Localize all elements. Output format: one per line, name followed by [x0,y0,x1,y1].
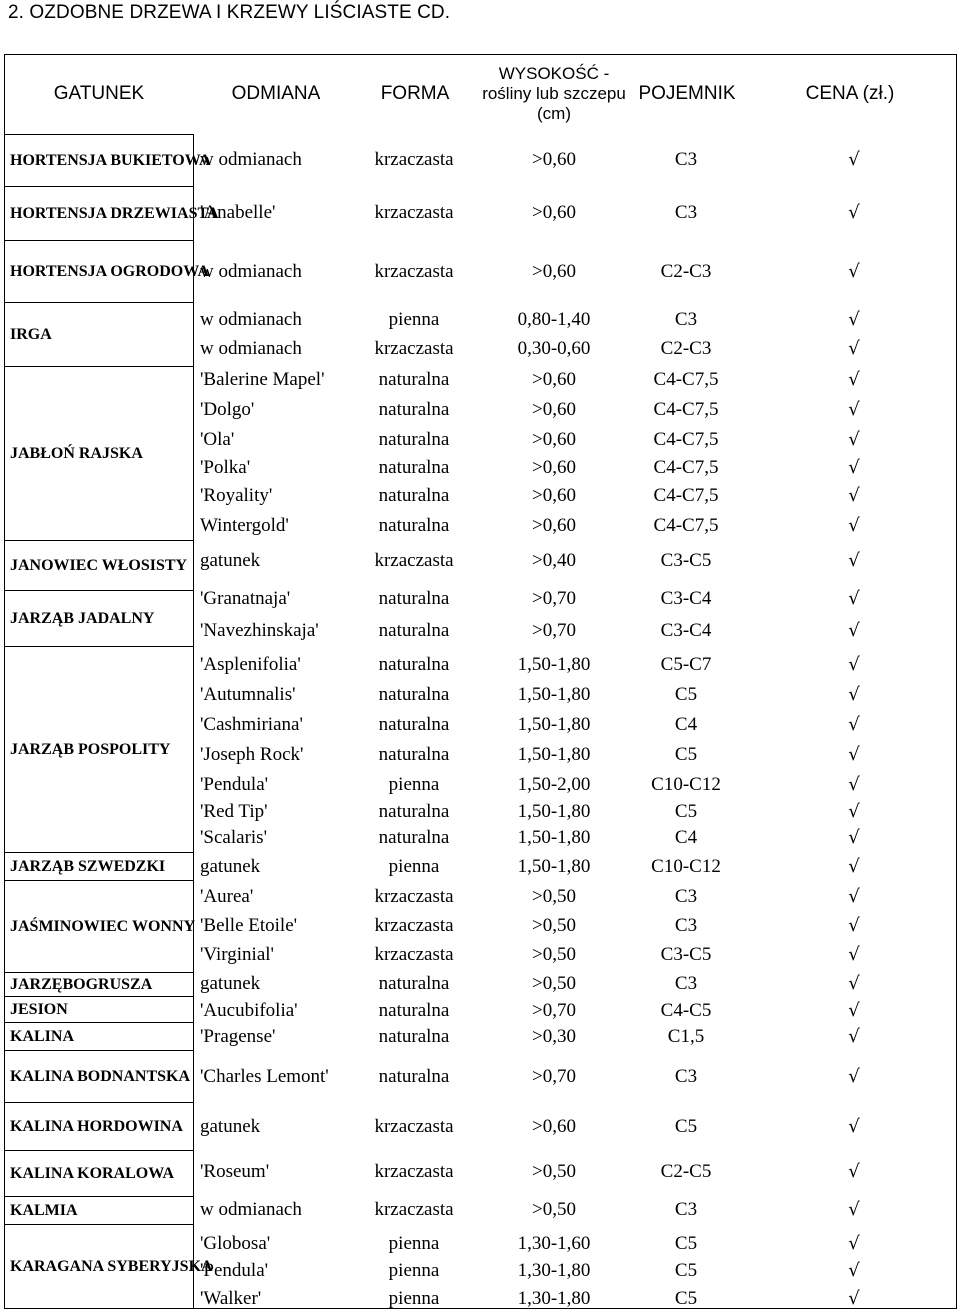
variety-cell: 'Dolgo' [200,399,255,420]
price-check-icon: √ [848,973,860,994]
container-cell: C3-C4 [660,620,712,641]
container-cell: C5 [674,744,698,765]
price-check-icon: √ [848,620,860,641]
species-name: JARZĄB JADALNY [10,609,155,627]
group-divider [4,302,194,303]
container-cell: C3 [674,973,698,994]
group-divider [4,1196,194,1197]
variety-cell: 'Virginial' [200,944,274,965]
container-cell: C1,5 [667,1026,705,1047]
container-cell: C3-C4 [660,588,712,609]
form-cell: pienna [388,856,440,877]
species-cell [10,240,210,302]
price-check-icon: √ [848,1066,860,1087]
group-divider [4,1050,194,1051]
form-cell: naturalna [378,485,450,506]
container-cell: C4-C7,5 [653,429,719,450]
container-cell: C5 [674,1116,698,1137]
price-check-icon: √ [848,1116,860,1137]
species-cell [10,972,190,996]
container-cell: C3 [674,149,698,170]
variety-cell: 'Charles Lemont' [200,1066,329,1087]
height-cell: >0,50 [532,886,576,907]
height-cell: 1,50-1,80 [517,684,591,705]
height-cell: >0,50 [532,1199,576,1220]
container-cell: C2-C3 [660,261,712,282]
form-cell: naturalna [378,654,450,675]
form-cell: pienna [388,1233,440,1254]
container-cell: C2-C5 [660,1161,712,1182]
container-cell: C5 [674,1233,698,1254]
height-cell: >0,30 [532,1026,576,1047]
header-gatunek: GATUNEK [53,83,145,104]
form-cell: naturalna [378,1000,450,1021]
species-name: HORTENSJA BUKIETOWA [10,151,211,169]
variety-cell: w odmianach [200,1199,302,1220]
species-name: HORTENSJA OGRODOWA [10,262,210,280]
group-divider [4,880,194,881]
variety-cell: 'Royality' [200,485,273,506]
form-cell: naturalna [378,1026,450,1047]
height-cell: >0,40 [532,550,576,571]
form-cell: pienna [388,1260,440,1281]
height-cell: >0,70 [532,588,576,609]
form-cell: naturalna [378,620,450,641]
price-check-icon: √ [848,714,860,735]
variety-cell: Wintergold' [200,515,289,536]
height-cell: 0,30-0,60 [517,338,591,359]
container-cell: C4 [674,827,698,848]
price-check-icon: √ [848,1161,860,1182]
price-check-icon: √ [848,399,860,420]
species-name: JAŚMINOWIEC WONNY [10,917,196,935]
price-check-icon: √ [848,338,860,359]
height-cell: >0,70 [532,620,576,641]
form-cell: pienna [388,309,440,330]
variety-cell: 'Polka' [200,457,251,478]
height-cell: 1,50-1,80 [517,827,591,848]
species-name: JABŁOŃ RAJSKA [10,444,143,462]
group-divider [4,1022,194,1023]
species-name: KALINA KORALOWA [10,1164,175,1182]
height-cell: 1,30-1,80 [517,1260,591,1281]
variety-cell: 'Aucubifolia' [200,1000,298,1021]
form-cell: naturalna [378,714,450,735]
container-cell: C4 [674,714,698,735]
height-cell: 1,30-1,60 [517,1233,591,1254]
height-cell: >0,70 [532,1000,576,1021]
container-cell: C5 [674,684,698,705]
price-check-icon: √ [848,856,860,877]
container-cell: C4-C7,5 [653,515,719,536]
form-cell: krzaczasta [374,149,454,170]
group-divider [4,1224,194,1225]
variety-cell: 'Granatnaja' [200,588,291,609]
price-check-icon: √ [848,485,860,506]
header-cena: CENA (zł.) [805,83,895,104]
container-cell: C10-C12 [651,774,721,795]
variety-cell: 'Joseph Rock' [200,744,304,765]
species-name: HORTENSJA DRZEWIASTA [10,204,219,222]
group-divider [4,1150,194,1151]
container-cell: C2-C3 [660,338,712,359]
price-check-icon: √ [848,457,860,478]
species-cell [10,302,190,366]
price-check-icon: √ [848,886,860,907]
species-name: KARAGANA SYBERYJSKA [10,1258,213,1275]
header-odmiana: ODMIANA [231,83,321,104]
variety-cell: 'Navezhinskaja' [200,620,319,641]
form-cell: pienna [388,774,440,795]
form-cell: krzaczasta [374,886,454,907]
container-cell: C4-C7,5 [653,457,719,478]
height-cell: 1,50-1,80 [517,801,591,822]
price-check-icon: √ [848,1260,860,1281]
header-divider [4,134,194,135]
form-cell: naturalna [378,801,450,822]
container-cell: C3-C5 [660,550,712,571]
form-cell: naturalna [378,457,450,478]
group-divider [4,366,194,367]
group-divider [4,590,194,591]
species-cell [10,590,190,646]
species-cell [10,1196,190,1224]
container-cell: C5-C7 [660,654,712,675]
form-cell: krzaczasta [374,1199,454,1220]
height-cell: >0,60 [532,457,576,478]
header-wysokosc: WYSOKOŚĆ - rośliny lub szczepu (cm) [482,64,626,123]
price-check-icon: √ [848,1288,860,1309]
container-cell: C5 [674,1288,698,1309]
form-cell: krzaczasta [374,1161,454,1182]
height-cell: 1,50-1,80 [517,856,591,877]
group-divider [4,540,194,541]
price-check-icon: √ [848,369,860,390]
species-name: JANOWIEC WŁOSISTY [10,556,188,574]
container-cell: C3-C5 [660,944,712,965]
price-check-icon: √ [848,744,860,765]
form-cell: naturalna [378,744,450,765]
container-cell: C4-C7,5 [653,485,719,506]
price-check-icon: √ [848,429,860,450]
variety-cell: 'Aurea' [200,886,254,907]
species-cell [10,852,190,880]
species-cell [10,1022,190,1050]
species-cell [10,1224,213,1309]
height-cell: >0,60 [532,202,576,223]
species-cell [10,366,190,540]
variety-cell: 'Pragense' [200,1026,276,1047]
height-cell: >0,60 [532,485,576,506]
height-cell: >0,60 [532,1116,576,1137]
price-check-icon: √ [848,1233,860,1254]
group-divider [4,646,194,647]
container-cell: C3 [674,202,698,223]
variety-cell: gatunek [200,550,261,571]
variety-cell: 'Ola' [200,429,235,450]
height-cell: 1,50-1,80 [517,744,591,765]
price-check-icon: √ [848,654,860,675]
container-cell: C10-C12 [651,856,721,877]
species-cell [10,1102,190,1150]
height-cell: >0,60 [532,515,576,536]
container-cell: C4-C5 [660,1000,712,1021]
species-cell [10,186,219,240]
species-cell [10,1050,190,1102]
price-check-icon: √ [848,261,860,282]
species-name: JESION [10,1000,68,1018]
species-name: JARZĘBOGRUSZA [10,975,153,993]
variety-cell: 'Pendula' [200,774,269,795]
variety-cell: 'Belle Etoile' [200,915,298,936]
variety-cell: 'Cashmiriana' [200,714,303,735]
variety-cell: 'Balerine Mapel' [200,369,325,390]
column-divider [193,134,194,1309]
container-cell: C3 [674,1066,698,1087]
form-cell: naturalna [378,399,450,420]
species-cell [10,540,190,590]
price-check-icon: √ [848,774,860,795]
form-cell: krzaczasta [374,1116,454,1137]
container-cell: C3 [674,1199,698,1220]
price-check-icon: √ [848,202,860,223]
form-cell: krzaczasta [374,202,454,223]
price-check-icon: √ [848,1199,860,1220]
price-check-icon: √ [848,309,860,330]
variety-cell: w odmianach [200,309,302,330]
price-check-icon: √ [848,1026,860,1047]
price-check-icon: √ [848,915,860,936]
height-cell: >0,50 [532,944,576,965]
height-cell: >0,70 [532,1066,576,1087]
form-cell: krzaczasta [374,944,454,965]
height-cell: >0,50 [532,915,576,936]
header-forma: FORMA [380,83,450,104]
variety-cell: 'Autumnalis' [200,684,296,705]
species-cell [10,996,190,1022]
group-divider [4,1102,194,1103]
header-pojemnik: POJEMNIK [638,83,736,104]
height-cell: >0,50 [532,1161,576,1182]
price-check-icon: √ [848,515,860,536]
group-divider [4,852,194,853]
height-cell: >0,60 [532,399,576,420]
section-title: 2. OZDOBNE DRZEWA I KRZEWY LIŚCIASTE CD. [8,2,451,23]
variety-cell: gatunek [200,973,261,994]
variety-cell: 'Scalaris' [200,827,267,848]
variety-cell: 'Walker' [200,1288,262,1309]
height-cell: 0,80-1,40 [517,309,591,330]
container-cell: C3 [674,915,698,936]
form-cell: naturalna [378,429,450,450]
price-check-icon: √ [848,944,860,965]
form-cell: naturalna [378,684,450,705]
price-check-icon: √ [848,588,860,609]
group-divider [4,240,194,241]
species-name: KALINA [10,1027,75,1045]
group-divider [4,996,194,997]
species-name: JARZĄB POSPOLITY [10,740,171,758]
variety-cell: gatunek [200,1116,261,1137]
species-name: IRGA [10,325,52,343]
form-cell: krzaczasta [374,915,454,936]
price-check-icon: √ [848,801,860,822]
variety-cell: 'Anabelle' [200,202,276,223]
group-divider [4,186,194,187]
variety-cell: w odmianach [200,338,302,359]
variety-cell: 'Globosa' [200,1233,271,1254]
container-cell: C5 [674,1260,698,1281]
height-cell: 1,30-1,80 [517,1288,591,1309]
height-cell: >0,60 [532,261,576,282]
form-cell: krzaczasta [374,338,454,359]
container-cell: C4-C7,5 [653,399,719,420]
container-cell: C5 [674,801,698,822]
variety-cell: w odmianach [200,261,302,282]
variety-cell: 'Roseum' [200,1161,270,1182]
species-cell [10,134,211,186]
species-cell [10,880,196,972]
form-cell: krzaczasta [374,261,454,282]
species-name: JARZĄB SZWEDZKI [10,857,166,875]
price-check-icon: √ [848,827,860,848]
price-check-icon: √ [848,684,860,705]
variety-cell: 'Asplenifolia' [200,654,301,675]
species-name: KALMIA [10,1201,78,1219]
container-cell: C3 [674,886,698,907]
form-cell: naturalna [378,369,450,390]
form-cell: naturalna [378,1066,450,1087]
container-cell: C4-C7,5 [653,369,719,390]
form-cell: pienna [388,1288,440,1309]
container-cell: C3 [674,309,698,330]
height-cell: 1,50-1,80 [517,654,591,675]
variety-cell: w odmianach [200,149,302,170]
height-cell: >0,60 [532,429,576,450]
form-cell: naturalna [378,588,450,609]
price-check-icon: √ [848,1000,860,1021]
form-cell: krzaczasta [374,550,454,571]
variety-cell: 'Pendula' [200,1260,269,1281]
price-check-icon: √ [848,149,860,170]
height-cell: >0,60 [532,369,576,390]
species-name: KALINA BODNANTSKA [10,1067,191,1085]
price-check-icon: √ [848,550,860,571]
height-cell: >0,50 [532,973,576,994]
species-cell [10,646,190,852]
species-name: KALINA HORDOWINA [10,1117,183,1135]
form-cell: naturalna [378,827,450,848]
variety-cell: gatunek [200,856,261,877]
group-divider [4,972,194,973]
form-cell: naturalna [378,973,450,994]
species-cell [10,1150,190,1196]
height-cell: 1,50-1,80 [517,714,591,735]
form-cell: naturalna [378,515,450,536]
height-cell: >0,60 [532,149,576,170]
variety-cell: 'Red Tip' [200,801,268,822]
height-cell: 1,50-2,00 [517,774,591,795]
